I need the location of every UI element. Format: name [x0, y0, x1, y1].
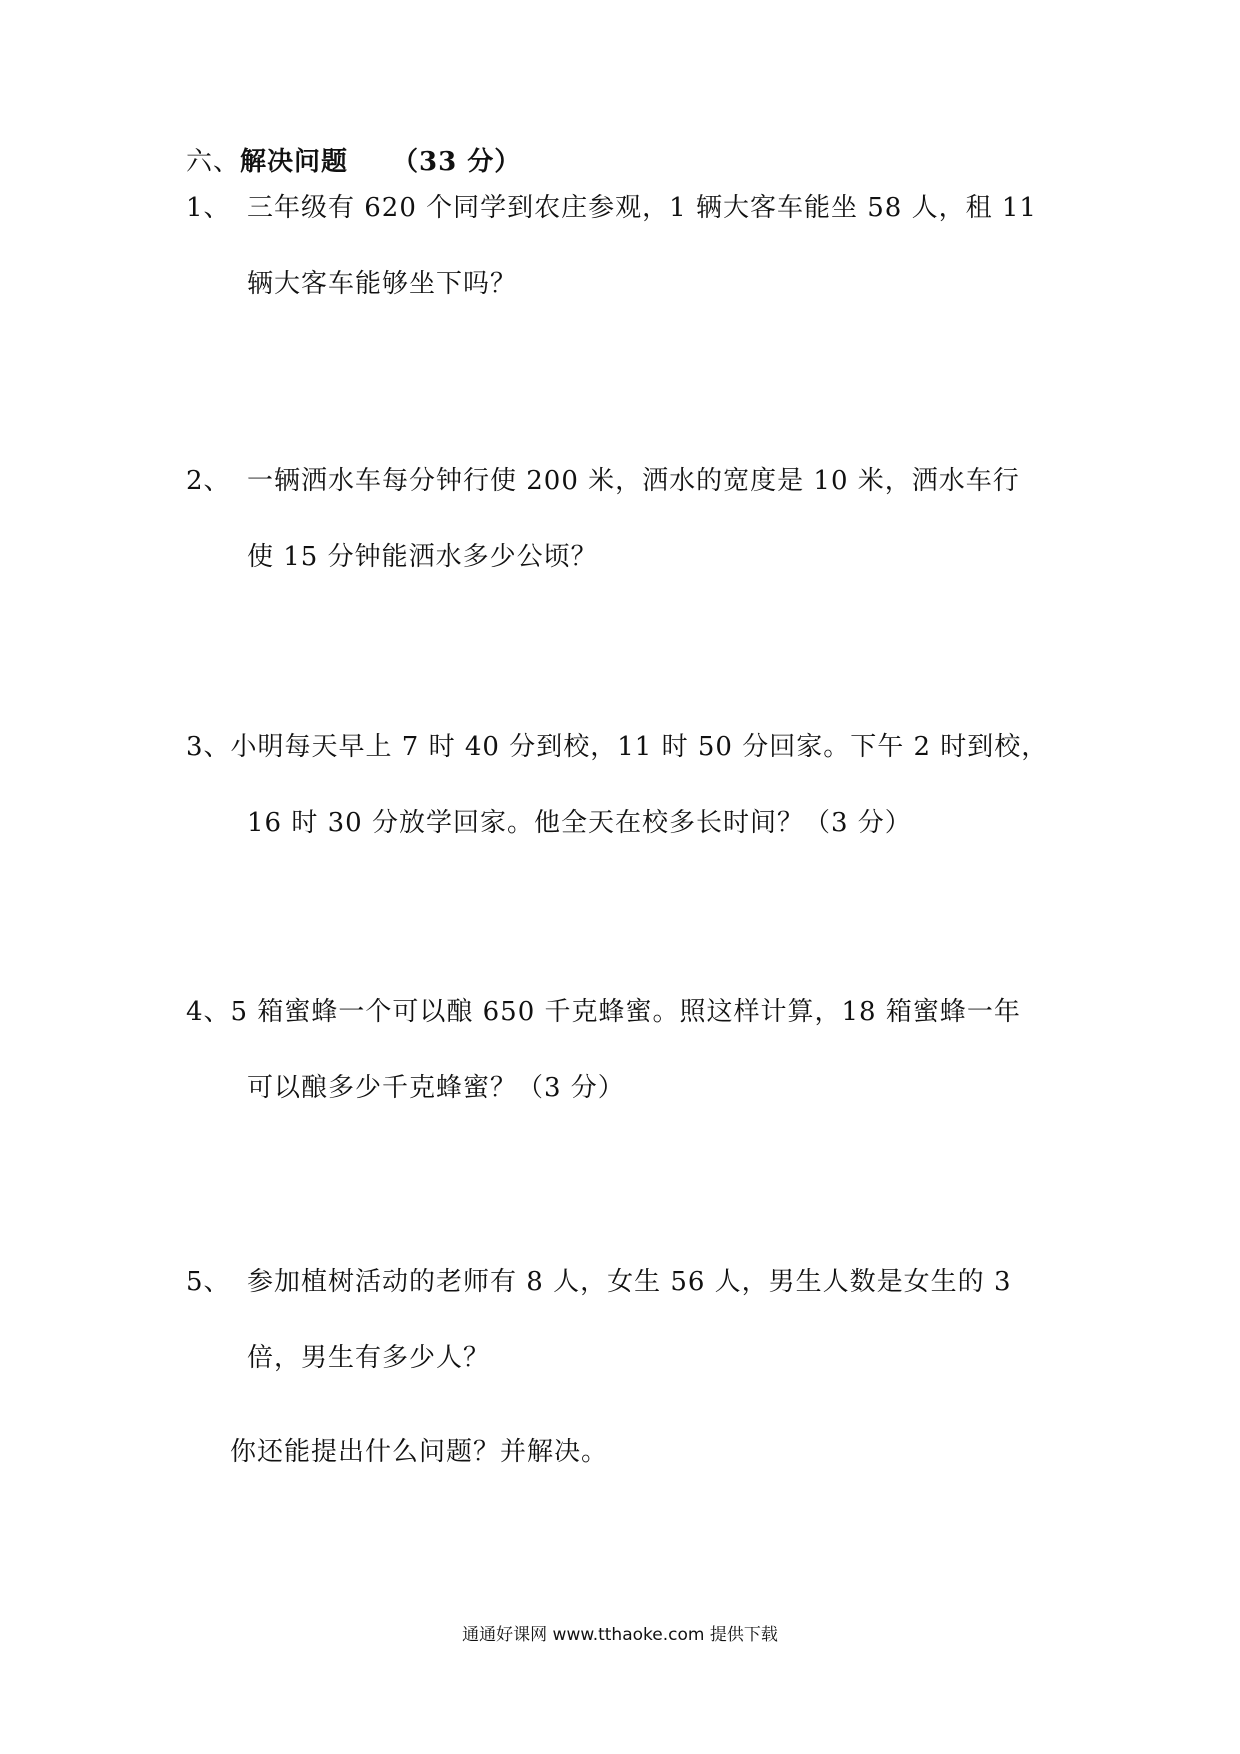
- extra-question: 你还能提出什么问题？并解决。: [230, 1437, 609, 1467]
- question-text-line-1: 3、小明每天早上 7 时 40 分到校，11 时 50 分回家。下午 2 时到校，: [186, 732, 1049, 762]
- section-name: 解决问题: [240, 147, 349, 177]
- question-text-line-2: 16 时 30 分放学回家。他全天在校多长时间？（3 分）: [247, 808, 912, 838]
- question-text-line-1: 4、5 箱蜜蜂一个可以酿 650 千克蜂蜜。照这样计算，18 箱蜜蜂一年: [186, 997, 1021, 1027]
- question-number: 5、: [186, 1267, 231, 1297]
- page-footer: 通通好课网 www.tthaoke.com 提供下载: [462, 1625, 778, 1645]
- section-prefix: 六、: [186, 147, 241, 177]
- question-text-line-2: 倍，男生有多少人？: [247, 1343, 491, 1373]
- section-score: （33 分）: [392, 147, 522, 177]
- question-number: 1、: [186, 193, 231, 223]
- question-text-line-2: 辆大客车能够坐下吗？: [247, 269, 518, 299]
- question-text-line-1: 一辆洒水车每分钟行使 200 米，洒水的宽度是 10 米，洒水车行: [247, 466, 1020, 496]
- question-number: 2、: [186, 466, 231, 496]
- question-text-line-2: 使 15 分钟能洒水多少公顷？: [247, 542, 598, 572]
- question-text-line-1: 参加植树活动的老师有 8 人，女生 56 人，男生人数是女生的 3: [247, 1267, 1012, 1297]
- question-text-line-2: 可以酿多少千克蜂蜜？（3 分）: [247, 1073, 625, 1103]
- section-title: [186, 142, 521, 182]
- question-text-line-1: 三年级有 620 个同学到农庄参观，1 辆大客车能坐 58 人，租 11: [247, 193, 1037, 223]
